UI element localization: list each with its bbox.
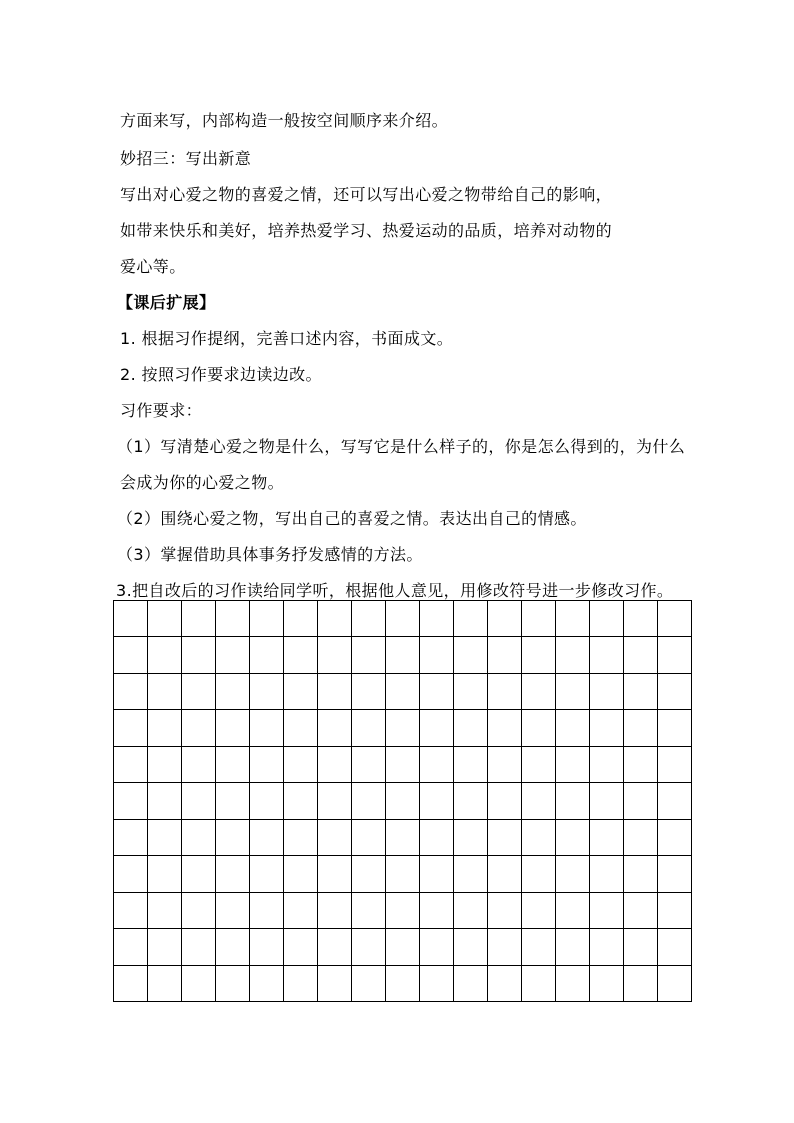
grid-cell — [148, 601, 182, 637]
grid-cell — [148, 637, 182, 673]
grid-cell — [522, 601, 556, 637]
text-line-3: 写出对心爱之物的喜爱之情，还可以写出心爱之物带给自己的影响， — [120, 185, 613, 204]
text-line-5: 爱心等。 — [120, 257, 186, 276]
requirement-1-line-2: 会成为你的心爱之物。 — [120, 473, 285, 492]
grid-cell — [182, 637, 216, 673]
grid-cell — [284, 819, 318, 855]
grid-cell — [454, 673, 488, 709]
grid-cell — [250, 783, 284, 819]
grid-cell — [352, 637, 386, 673]
grid-cell — [114, 819, 148, 855]
grid-cell — [318, 819, 352, 855]
grid-cell — [624, 710, 658, 746]
grid-cell — [556, 856, 590, 892]
grid-cell — [352, 783, 386, 819]
grid-cell — [352, 929, 386, 965]
grid-cell — [114, 710, 148, 746]
grid-cell — [624, 783, 658, 819]
grid-cell — [590, 746, 624, 782]
grid-cell — [114, 601, 148, 637]
grid-cell — [182, 673, 216, 709]
grid-cell — [386, 673, 420, 709]
grid-cell — [454, 892, 488, 928]
grid-cell — [522, 710, 556, 746]
grid-cell — [216, 929, 250, 965]
grid-cell — [114, 892, 148, 928]
grid-cell — [454, 965, 488, 1001]
grid-cell — [590, 929, 624, 965]
grid-cell — [624, 673, 658, 709]
grid-cell — [624, 819, 658, 855]
grid-cell — [182, 601, 216, 637]
grid-cell — [216, 783, 250, 819]
task-item-2: 2. 按照习作要求边读边改。 — [120, 365, 322, 384]
grid-cell — [522, 892, 556, 928]
grid-cell — [216, 819, 250, 855]
grid-cell — [352, 856, 386, 892]
grid-cell — [250, 637, 284, 673]
task-item-3: 3.把自改后的习作读给同学听，根据他人意见，用修改符号进一步修改习作。 — [116, 581, 674, 600]
grid-cell — [250, 673, 284, 709]
grid-cell — [318, 637, 352, 673]
grid-cell — [114, 637, 148, 673]
grid-cell — [318, 965, 352, 1001]
grid-cell — [454, 856, 488, 892]
grid-cell — [590, 856, 624, 892]
grid-cell — [658, 783, 692, 819]
grid-cell — [454, 819, 488, 855]
section-heading: 【课后扩展】 — [117, 293, 216, 312]
grid-cell — [522, 783, 556, 819]
grid-cell — [420, 819, 454, 855]
grid-cell — [386, 783, 420, 819]
grid-cell — [454, 746, 488, 782]
grid-cell — [352, 673, 386, 709]
requirement-2: （2）围绕心爱之物，写出自己的喜爱之情。表达出自己的情感。 — [117, 509, 587, 528]
grid-cell — [148, 783, 182, 819]
grid-cell — [454, 929, 488, 965]
grid-cell — [624, 601, 658, 637]
grid-cell — [624, 856, 658, 892]
grid-cell — [250, 601, 284, 637]
grid-cell — [148, 710, 182, 746]
grid-cell — [284, 783, 318, 819]
grid-cell — [658, 710, 692, 746]
grid-cell — [420, 710, 454, 746]
requirement-3: （3）掌握借助具体事务抒发感情的方法。 — [117, 545, 423, 564]
grid-cell — [318, 673, 352, 709]
grid-cell — [216, 746, 250, 782]
grid-cell — [386, 601, 420, 637]
grid-cell — [148, 929, 182, 965]
grid-cell — [522, 637, 556, 673]
grid-cell — [386, 819, 420, 855]
task-item-1: 1. 根据习作提纲，完善口述内容，书面成文。 — [120, 329, 454, 348]
grid-cell — [488, 819, 522, 855]
grid-cell — [318, 892, 352, 928]
grid-cell — [624, 892, 658, 928]
grid-cell — [182, 929, 216, 965]
grid-cell — [420, 783, 454, 819]
grid-cell — [488, 783, 522, 819]
text-line-1: 方面来写，内部构造一般按空间顺序来介绍。 — [120, 111, 449, 130]
grid-cell — [658, 819, 692, 855]
grid-row — [114, 746, 692, 782]
grid-cell — [216, 856, 250, 892]
grid-cell — [590, 819, 624, 855]
grid-cell — [488, 637, 522, 673]
grid-cell — [352, 892, 386, 928]
grid-cell — [556, 601, 590, 637]
grid-cell — [386, 710, 420, 746]
grid-cell — [352, 819, 386, 855]
grid-cell — [624, 746, 658, 782]
grid-cell — [114, 965, 148, 1001]
grid-cell — [488, 892, 522, 928]
grid-cell — [250, 856, 284, 892]
grid-cell — [114, 929, 148, 965]
grid-cell — [182, 856, 216, 892]
grid-cell — [216, 673, 250, 709]
grid-cell — [488, 856, 522, 892]
grid-cell — [114, 783, 148, 819]
grid-cell — [148, 856, 182, 892]
grid-cell — [250, 892, 284, 928]
grid-cell — [148, 673, 182, 709]
grid-cell — [556, 929, 590, 965]
subheading-tip-three: 妙招三：写出新意 — [120, 149, 252, 168]
grid-cell — [284, 710, 318, 746]
requirements-label: 习作要求： — [120, 401, 203, 420]
grid-cell — [488, 601, 522, 637]
grid-cell — [284, 601, 318, 637]
grid-cell — [284, 746, 318, 782]
writing-grid — [113, 600, 692, 1002]
grid-cell — [284, 637, 318, 673]
grid-cell — [114, 746, 148, 782]
grid-cell — [420, 892, 454, 928]
grid-cell — [284, 856, 318, 892]
grid-row — [114, 710, 692, 746]
grid-row — [114, 601, 692, 637]
grid-cell — [488, 710, 522, 746]
grid-cell — [352, 601, 386, 637]
grid-cell — [590, 601, 624, 637]
grid-cell — [420, 965, 454, 1001]
grid-cell — [658, 637, 692, 673]
grid-cell — [386, 965, 420, 1001]
grid-cell — [420, 929, 454, 965]
grid-cell — [556, 819, 590, 855]
grid-row — [114, 673, 692, 709]
grid-row — [114, 783, 692, 819]
grid-cell — [556, 637, 590, 673]
grid-row — [114, 819, 692, 855]
grid-row — [114, 892, 692, 928]
grid-cell — [556, 965, 590, 1001]
grid-row — [114, 637, 692, 673]
grid-cell — [182, 783, 216, 819]
grid-cell — [658, 892, 692, 928]
grid-cell — [658, 856, 692, 892]
grid-cell — [420, 601, 454, 637]
grid-cell — [658, 601, 692, 637]
grid-cell — [182, 710, 216, 746]
grid-cell — [284, 929, 318, 965]
grid-cell — [488, 965, 522, 1001]
grid-cell — [250, 819, 284, 855]
grid-cell — [386, 929, 420, 965]
grid-cell — [556, 673, 590, 709]
grid-cell — [148, 819, 182, 855]
grid-cell — [624, 965, 658, 1001]
grid-cell — [658, 673, 692, 709]
grid-cell — [488, 673, 522, 709]
grid-cell — [250, 929, 284, 965]
grid-cell — [148, 746, 182, 782]
grid-cell — [454, 710, 488, 746]
grid-cell — [250, 965, 284, 1001]
grid-cell — [284, 673, 318, 709]
grid-cell — [556, 710, 590, 746]
grid-cell — [556, 783, 590, 819]
grid-cell — [420, 637, 454, 673]
grid-cell — [318, 746, 352, 782]
grid-cell — [182, 965, 216, 1001]
grid-cell — [658, 746, 692, 782]
grid-cell — [114, 856, 148, 892]
grid-cell — [624, 637, 658, 673]
grid-cell — [114, 673, 148, 709]
grid-cell — [250, 746, 284, 782]
grid-cell — [420, 746, 454, 782]
grid-cell — [590, 637, 624, 673]
grid-cell — [216, 601, 250, 637]
grid-cell — [454, 783, 488, 819]
text-line-4: 如带来快乐和美好，培养热爱学习、热爱运动的品质，培养对动物的 — [120, 221, 613, 240]
requirement-1-line-1: （1）写清楚心爱之物是什么，写写它是什么样子的，你是怎么得到的，为什么 — [117, 437, 686, 456]
grid-cell — [420, 673, 454, 709]
grid-cell — [488, 929, 522, 965]
grid-cell — [522, 673, 556, 709]
grid-cell — [522, 929, 556, 965]
grid-cell — [624, 929, 658, 965]
grid-cell — [386, 892, 420, 928]
grid-cell — [590, 783, 624, 819]
grid-cell — [318, 710, 352, 746]
grid-cell — [590, 892, 624, 928]
grid-cell — [216, 965, 250, 1001]
grid-cell — [590, 965, 624, 1001]
grid-cell — [590, 710, 624, 746]
grid-cell — [318, 929, 352, 965]
grid-cell — [522, 819, 556, 855]
grid-row — [114, 929, 692, 965]
grid-cell — [318, 856, 352, 892]
grid-cell — [250, 710, 284, 746]
grid-cell — [352, 965, 386, 1001]
grid-cell — [352, 710, 386, 746]
grid-cell — [522, 856, 556, 892]
grid-cell — [386, 637, 420, 673]
grid-cell — [284, 965, 318, 1001]
grid-cell — [386, 856, 420, 892]
grid-cell — [216, 892, 250, 928]
grid-cell — [454, 601, 488, 637]
grid-cell — [216, 710, 250, 746]
grid-cell — [488, 746, 522, 782]
grid-cell — [318, 783, 352, 819]
grid-cell — [556, 746, 590, 782]
grid-cell — [420, 856, 454, 892]
grid-row — [114, 856, 692, 892]
grid-cell — [556, 892, 590, 928]
grid-cell — [522, 965, 556, 1001]
grid-cell — [658, 929, 692, 965]
grid-cell — [216, 637, 250, 673]
grid-cell — [182, 892, 216, 928]
grid-cell — [590, 673, 624, 709]
grid-cell — [284, 892, 318, 928]
grid-cell — [658, 965, 692, 1001]
grid-cell — [148, 892, 182, 928]
grid-cell — [454, 637, 488, 673]
grid-cell — [352, 746, 386, 782]
grid-cell — [182, 819, 216, 855]
grid-row — [114, 965, 692, 1001]
grid-cell — [386, 746, 420, 782]
grid-cell — [522, 746, 556, 782]
grid-cell — [148, 965, 182, 1001]
grid-cell — [318, 601, 352, 637]
grid-cell — [182, 746, 216, 782]
